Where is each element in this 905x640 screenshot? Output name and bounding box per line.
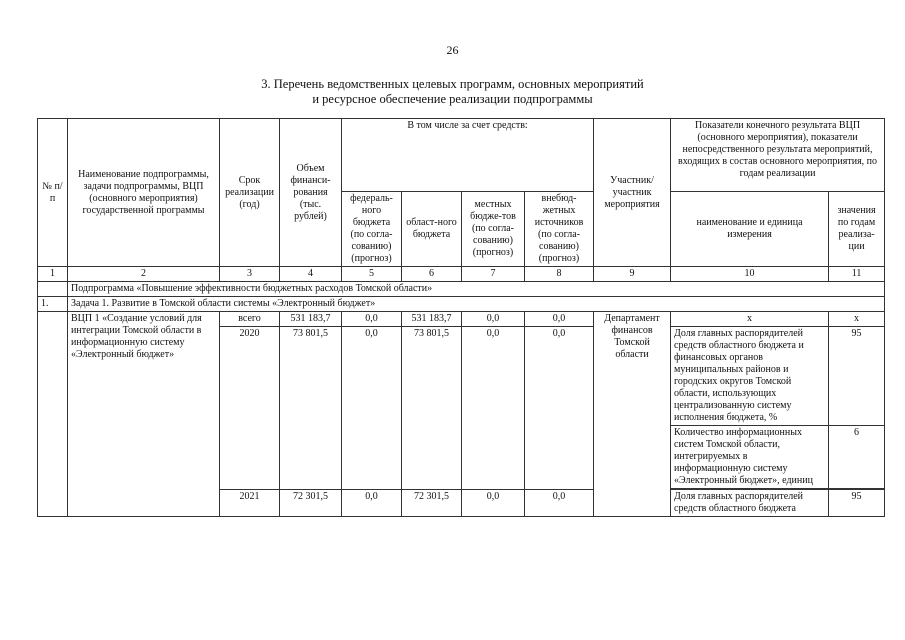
volume-cell: 72 301,5 bbox=[280, 490, 342, 517]
column-number: 5 bbox=[342, 267, 402, 282]
indicator-name: Количество информационных систем Томской области, интегрируемых в информационную систему «Электронный бюджет», единиц bbox=[671, 426, 829, 489]
period-cell: 2020 bbox=[220, 327, 280, 490]
volume-cell: 73 801,5 bbox=[280, 327, 342, 490]
column-number: 1 bbox=[38, 267, 68, 282]
column-number: 9 bbox=[594, 267, 671, 282]
extra-cell: 0,0 bbox=[525, 490, 594, 517]
header-col-name: Наименование подпрограммы, задачи подпрограммы, ВЦП (основного мероприятия) государственной программы bbox=[68, 119, 220, 267]
period-cell: 2021 bbox=[220, 490, 280, 517]
participant-cell: Департамент финансов Томской области bbox=[594, 312, 671, 517]
vcp-name: ВЦП 1 «Создание условий для интеграции Томской области в информационную систему «Электронный бюджет» bbox=[68, 312, 220, 517]
header-col-federal: федераль-ного бюджета (по согла-сованию) (прогноз) bbox=[342, 192, 402, 267]
header-col-volume: Объем финанси-рования (тыс. рублей) bbox=[280, 119, 342, 267]
task-number: 1. bbox=[38, 297, 68, 312]
column-number: 10 bbox=[671, 267, 829, 282]
header-col-participant: Участник/ участник мероприятия bbox=[594, 119, 671, 267]
regional-cell: 531 183,7 bbox=[402, 312, 462, 327]
federal-cell: 0,0 bbox=[342, 312, 402, 327]
indicator-value: х bbox=[829, 312, 885, 327]
header-col-indicator-value: значения по годам реализа-ции bbox=[829, 192, 885, 267]
title-line-1: 3. Перечень ведомственных целевых программ, основных мероприятий bbox=[261, 77, 644, 91]
header-col-indicator-name: наименование и единица измерения bbox=[671, 192, 829, 267]
column-number: 6 bbox=[402, 267, 462, 282]
table-row bbox=[38, 312, 885, 327]
volume-cell: 531 183,7 bbox=[280, 312, 342, 327]
header-col-number: № п/п bbox=[38, 119, 68, 267]
task-row bbox=[38, 297, 885, 312]
header-col-local: местных бюдже-тов (по согла-сованию) (прогноз) bbox=[462, 192, 525, 267]
subprogram-row bbox=[38, 282, 885, 297]
local-cell: 0,0 bbox=[462, 490, 525, 517]
indicator-name: Доля главных распорядителей средств областного бюджета bbox=[671, 490, 829, 517]
regional-cell: 73 801,5 bbox=[402, 327, 462, 490]
local-cell: 0,0 bbox=[462, 327, 525, 490]
page-number: 26 bbox=[446, 43, 459, 57]
indicator-name: Доля главных распорядителей средств областного бюджета и финансовых органов муниципальных районов и городских округов Томской области, использующих централизованную систему исполнения бюджета, % bbox=[671, 327, 829, 426]
local-cell: 0,0 bbox=[462, 312, 525, 327]
column-number: 8 bbox=[525, 267, 594, 282]
indicator-value: 95 bbox=[829, 490, 885, 517]
page-title bbox=[0, 77, 905, 107]
column-number: 2 bbox=[68, 267, 220, 282]
extra-cell: 0,0 bbox=[525, 327, 594, 490]
column-numbers-row bbox=[38, 267, 885, 282]
task-title: Задача 1. Развитие в Томской области системы «Электронный бюджет» bbox=[68, 297, 885, 312]
indicator-value: 6 bbox=[829, 426, 885, 489]
header-col-period: Срок реализации (год) bbox=[220, 119, 280, 267]
header-indicators-group: Показатели конечного результата ВЦП (основного мероприятия), показатели непосредственного результата мероприятий, входящих в состав основного мероприятия, по годам реализации bbox=[671, 119, 885, 192]
column-number: 11 bbox=[829, 267, 885, 282]
federal-cell: 0,0 bbox=[342, 327, 402, 490]
program-table bbox=[37, 118, 885, 517]
header-col-extra: внебюд-жетных источников (по согла-сованию) (прогноз) bbox=[525, 192, 594, 267]
extra-cell: 0,0 bbox=[525, 312, 594, 327]
indicator-name: х bbox=[671, 312, 829, 327]
title-line-2: и ресурсное обеспечение реализации подпрограммы bbox=[312, 92, 593, 106]
column-number: 7 bbox=[462, 267, 525, 282]
indicator-value: 95 bbox=[829, 327, 885, 426]
header-funding-group: В том числе за счет средств: bbox=[342, 119, 594, 192]
period-cell: всего bbox=[220, 312, 280, 327]
federal-cell: 0,0 bbox=[342, 490, 402, 517]
regional-cell: 72 301,5 bbox=[402, 490, 462, 517]
subprogram-title: Подпрограмма «Повышение эффективности бюджетных расходов Томской области» bbox=[68, 282, 885, 297]
header-col-regional: област-ного бюджета bbox=[402, 192, 462, 267]
column-number: 4 bbox=[280, 267, 342, 282]
column-number: 3 bbox=[220, 267, 280, 282]
